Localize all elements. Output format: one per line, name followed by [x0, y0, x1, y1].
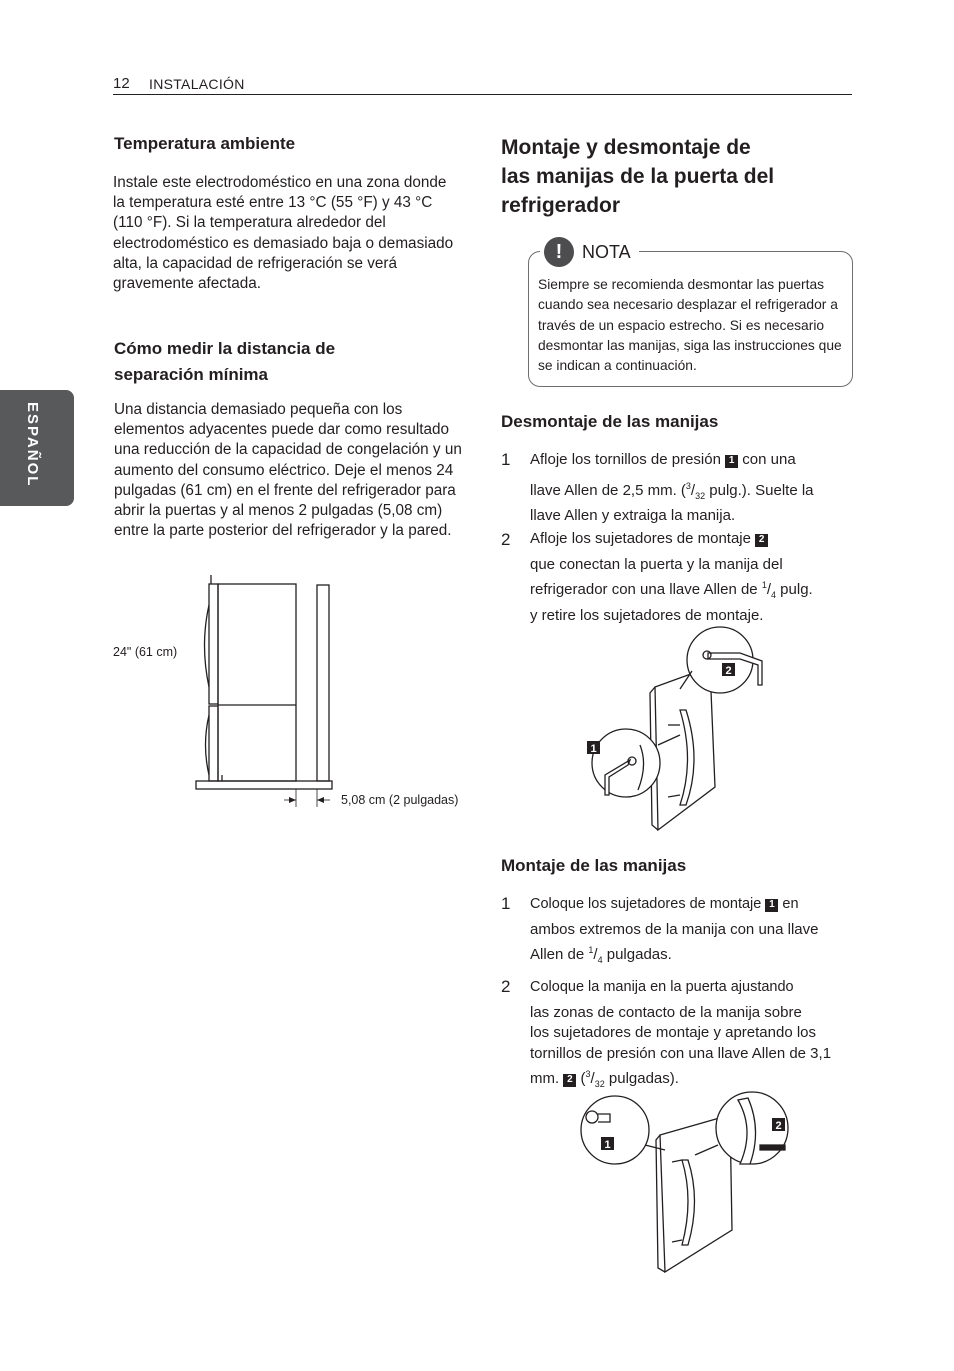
handle-install-illustration	[570, 1090, 800, 1280]
badge-1-icon: 1	[725, 455, 738, 468]
badge-2-marker-label: 2	[775, 1120, 782, 1132]
warning-icon: !	[544, 237, 574, 267]
install-step-1-text: Coloque los sujetadores de montaje 1 en ambos extremos de la manija con una llave Allen de $^1/_4$ pulgadas.	[530, 896, 819, 965]
section-title: INSTALACIÓN	[149, 76, 245, 92]
install-step-2-text: Coloque la manija en la puerta ajustando las zonas de contacto de la manija sobre los sujetadores de montaje y apretando los tornillos de presión con una llave Allen de 3,1 mm. 2 ($^3/_{32}$ pulgadas).	[530, 979, 832, 1089]
front-clearance-label: 24" (61 cm)	[113, 645, 178, 659]
section-heading-line2: las manijas de la puerta del	[501, 165, 775, 188]
page-number: 12	[113, 75, 130, 92]
note-text: Siempre se recomienda desmontar las puertas cuando sea necesario desplazar el refrigerador a través de un espacio estrecho. Si es necesario desmontar las manijas, siga las instrucciones que se indican a continuación.	[538, 277, 842, 374]
removal-step-2-number: 2	[501, 530, 511, 549]
clearance-paragraph: Una distancia demasiado pequeña con los elementos adyacentes puede dar como resultado una reducción de la capacidad de congelación y un aumento del consumo eléctrico. Deje el menos 24 pulgadas (61 cm) en el frente del refrigerador para abrir la puertas y al menos 2 pulgadas (5,08 cm) entre la parte posterior del refrigerador y la pared.	[114, 401, 462, 540]
removal-step-1-number: 1	[501, 450, 511, 469]
language-tab	[0, 390, 74, 506]
fridge-body-shape	[218, 584, 296, 781]
clearance-heading-line2: separación mínima	[114, 365, 269, 384]
badge-1-marker-label: 1	[604, 1139, 611, 1151]
rear-clearance-label: 5,08 cm (2 pulgadas)	[341, 793, 459, 807]
temperature-heading: Temperatura ambiente	[114, 134, 296, 153]
badge-2-icon: 2	[755, 534, 768, 547]
temperature-paragraph: Instale este electrodoméstico en una zona donde la temperatura esté entre 13 °C (55 °F) y 43 °C (110 °F). Si la temperatura alrededor del electrodoméstico es demasiado baja o demasiado alta, la capacidad de refrigeración se verá gravemente afectada.	[113, 174, 454, 293]
install-step-2-number: 2	[501, 977, 511, 996]
removal-step-1-text: Afloje los tornillos de presión 1 con una llave Allen de 2,5 mm. ($^3/_{32}$ pulg.). Suelte la llave Allen y extraiga la manija.	[530, 451, 814, 524]
badge-2-marker-label: 2	[725, 665, 732, 677]
install-step-1-number: 1	[501, 894, 511, 913]
note-header	[540, 236, 639, 268]
note-label: NOTA	[582, 241, 631, 262]
section-heading-line1: Montaje y desmontaje de	[501, 136, 751, 159]
removal-step-2-text: Afloje los sujetadores de montaje 2 que conectan la puerta y la manija del refrigerador con una llave Allen de $^1/_4$ pulg. y retire los sujetadores de montaje.	[530, 530, 813, 624]
badge-1-icon: 1	[765, 899, 778, 912]
badge-2-icon: 2	[563, 1074, 576, 1087]
clearance-diagram	[110, 575, 480, 820]
handle-removal-illustration	[580, 625, 780, 835]
removal-heading: Desmontaje de las manijas	[501, 412, 719, 431]
header-divider	[113, 94, 852, 95]
installation-heading: Montaje de las manijas	[501, 856, 687, 875]
section-heading-line3: refrigerador	[501, 194, 621, 217]
badge-1-marker-label: 1	[590, 743, 597, 755]
language-tab-label: ESPAÑOL	[24, 402, 41, 488]
clearance-heading-line1: Cómo medir la distancia de	[114, 339, 336, 358]
